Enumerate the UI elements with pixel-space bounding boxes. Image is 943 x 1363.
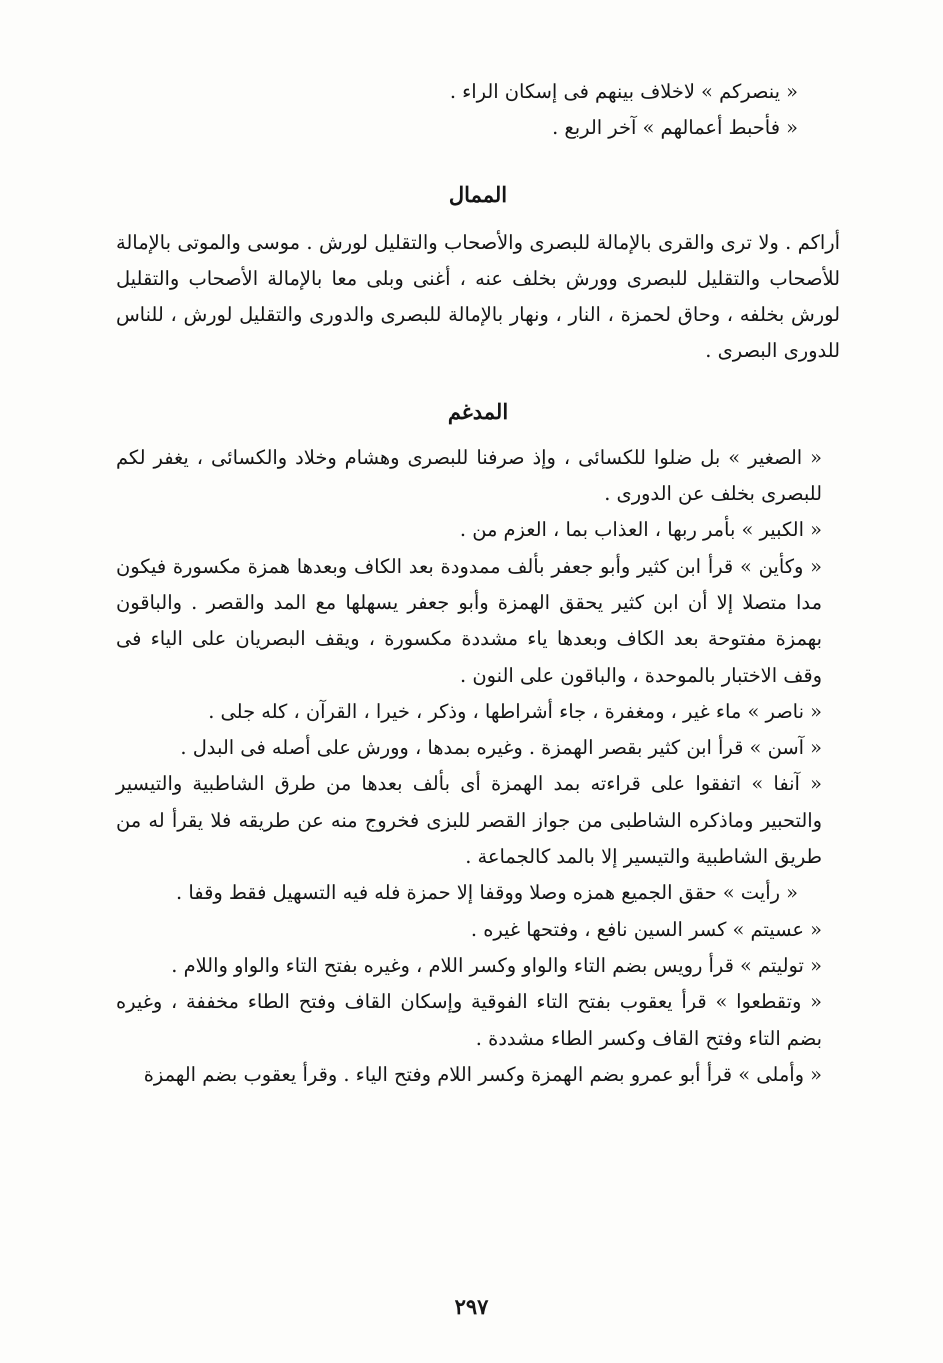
- text-line-2: « فأحبط أعمالهم » آخر الربع .: [552, 116, 798, 140]
- idgham-paragraph-7: « رأيت » حقق الجميع همزه وصلا ووقفا إلا حمزة فله فيه التسهيل فقط وقفا .: [176, 881, 798, 905]
- idgham-paragraph-2: « الكبير » بأمر ربها ، العذاب بما ، العزم من .: [459, 518, 822, 542]
- idgham-paragraph-1: « الصغير » بل ضلوا للكسائى ، وإذ صرفنا للبصرى وهشام وخلاد والكسائى ، يغفر لكم للبصرى بخلف عن الدورى .: [116, 445, 822, 506]
- page-content: [116, 74, 840, 1093]
- idgham-paragraph-9: « توليتم » قرأ رويس بضم التاء والواو وكسر اللام ، وغيره بفتح التاء والواو واللام .: [171, 953, 822, 977]
- imala-paragraph: أراكم . ولا ترى والقرى بالإمالة للبصرى والأصحاب والتقليل لورش . موسى والموتى بالإمالة للأصحاب والتقليل للبصرى وورش بخلف عنه ، أغنى وبلى معا بالإمالة الأصحاب والتقليل لورش بخلفه ، وحاق لحمزة ، النار ، ونهار بالإمالة للبصرى والدورى والتقليل لورش ، للناس للدورى البصرى .: [116, 230, 840, 363]
- idgham-paragraph-5: « آسن » قرأ ابن كثير بقصر الهمزة . وغيره بمدها ، وورش على أصله فى البدل .: [180, 736, 822, 760]
- text-line-1: « ينصركم » لاخلاف بينهم فى إسكان الراء .: [449, 80, 798, 103]
- section-title-idgham: المدغم: [447, 398, 509, 424]
- idgham-paragraph-4: « ناصر » ماء غير ، ومغفرة ، جاء أشراطها ، وذكر ، خيرا ، القرآن ، كله جلى .: [208, 699, 822, 723]
- idgham-paragraph-3: « وكأين » قرأ ابن كثير وأبو جعفر بألف ممدودة بعد الكاف وبعدها همزة مكسورة فيكون مدا متصلا إلا أن ابن كثير يحقق الهمزة وأبو جعفر يسهلها مع المد والقصر . والباقون بهمزة مفتوحة بعد الكاف وبعدها ياء مشددة مكسورة ، ويقف البصريان على الياء فى وقف الاختبار بالموحدة ، والباقون على النون .: [116, 554, 822, 687]
- idgham-paragraph-8: « عسيتم » كسر السين نافع ، وفتحها غيره .: [470, 917, 822, 941]
- idgham-paragraph-6: « آنفا » اتفقوا على قراءته بمد الهمزة أى بألف بعدها من طرق الشاطبية والتيسير والتحبير وماذكره الشاطبى من جواز القصر للبزى فخروج منه عن طريقه فلا يقرأ له من طريق الشاطبية والتيسير إلا بالمد كالجماعة .: [116, 772, 822, 869]
- section-title-imala: الممال: [448, 181, 508, 207]
- idgham-paragraph-11: « وأملى » قرأ أبو عمرو بضم الهمزة وكسر اللام وفتح الياء . وقرأ يعقوب بضم الهمزة: [143, 1062, 822, 1086]
- page-number: ٢٩٧: [454, 1294, 489, 1319]
- idgham-paragraph-10: « وتقطعوا » قرأ يعقوب بفتح التاء الفوقية وإسكان القاف وفتح الطاء مخففة ، وغيره بضم التاء وفتح القاف وكسر الطاء مشددة .: [116, 990, 822, 1050]
